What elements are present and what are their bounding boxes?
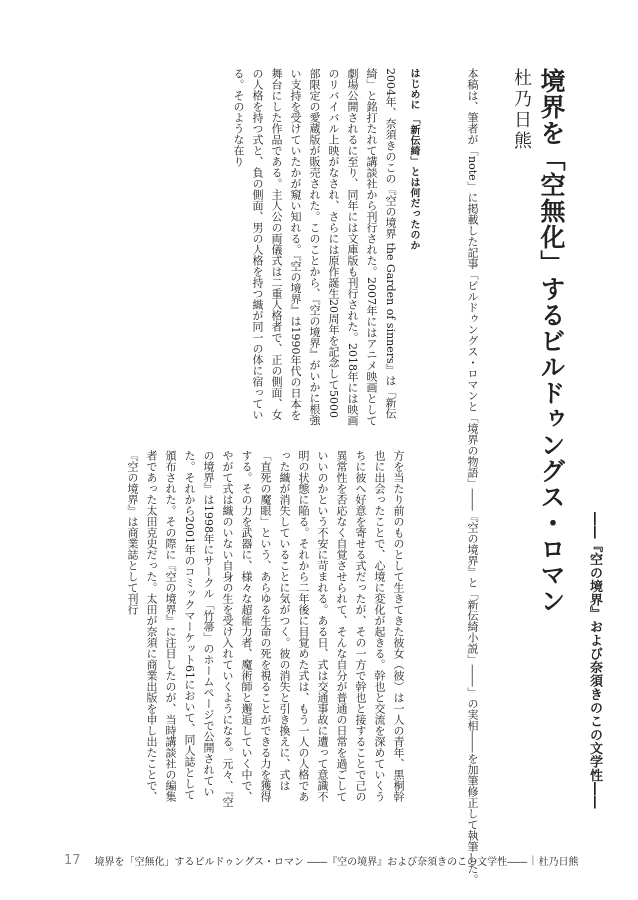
article-subtitle: ――『空の境界』および奈須きのこの文学性―― xyxy=(587,512,602,809)
article-title: 境界を「空無化」するビルドゥングス・ロマン xyxy=(537,68,566,614)
body-column-upper xyxy=(100,68,400,428)
intro-text: 本稿は、筆者が「note」に掲載した記事「ビルドゥングス・ロマンと「境界の物語」――『空の境界』と「新伝綺小説」――」の実相――を加筆修正して執筆した。 xyxy=(466,68,479,885)
footer-title: 境界を「空無化」するビルドゥングス・ロマン ――『空の境界』および奈須きのこの文学性―― xyxy=(94,856,528,868)
body-paragraph-2: 方を当たり前のものとして生きてきた彼女（彼）は一人の青年、黒桐幹也に出会ったことで、心境に変化が起きる。幹也と交流を深めていくうちに彼へ好意を寄せる式だったが、その一方で幹也と接することで己の異常性を否応なく自覚させられて、そんな自分が普通の日常を過ごしていいのかという不安に苛まれる。ある日、式は交通事故に遭って意識不明の状態に陥る。それから二年後に目覚めた式は、もう一人の人格であった織が消失していることに気がつく。彼の消失と引き換えに、式は「直死の魔眼」という、あらゆる生命の死を視ることができる力を獲得する。その力を武器に、様々な超能力者、魔術師と邂逅していく中で、やがて式は織のいない自身の生を受け入れていくようになる。元々、『空の境界』は1998年にサークル「竹箒」のホームページで公開されていた。それから2001年のコミックマーケット61において、同人誌として頒布された。その際に『空の境界』に注目したのが、当時講談社の編集者であった太田克史だった。太田が奈須に商業出版を申し出たことで、『空の境界』は商業誌として刊行 xyxy=(126,450,405,808)
article-author: 杜乃日熊 xyxy=(511,68,532,152)
body-paragraph-1: 2004年、奈須きのこの『空の境界 the Garden of sinners』は「新伝綺」と銘打たれて講談社から刊行された。2007年にはアニメ映画として劇場公開されるに至り、同年には文庫版も刊行された。2018年には映画のリバイバル上映がなされ、さらには原作誕生20周年を記念して5000部限定の愛蔵版が販売された。このことから、『空の境界』がいかに根強い支持を受けていたかが窺い知れる。『空の境界』は1990年代の日本を舞台にした作品である。主人公の両儀式は二重人格者で、正の側面、女の人格を持つ式と、負の側面、男の人格を持つ織が同一の体に宿っている。そのような在り xyxy=(232,68,397,426)
body-column-lower xyxy=(28,450,408,810)
footer-separator: | xyxy=(531,854,535,866)
section-heading: はじめに 「新伝綺」とは何だったのか xyxy=(408,68,419,251)
intro-note xyxy=(463,68,482,885)
page-footer xyxy=(64,852,624,868)
page-number: 17 xyxy=(64,852,81,868)
footer-author: 杜乃日熊 xyxy=(538,856,579,868)
